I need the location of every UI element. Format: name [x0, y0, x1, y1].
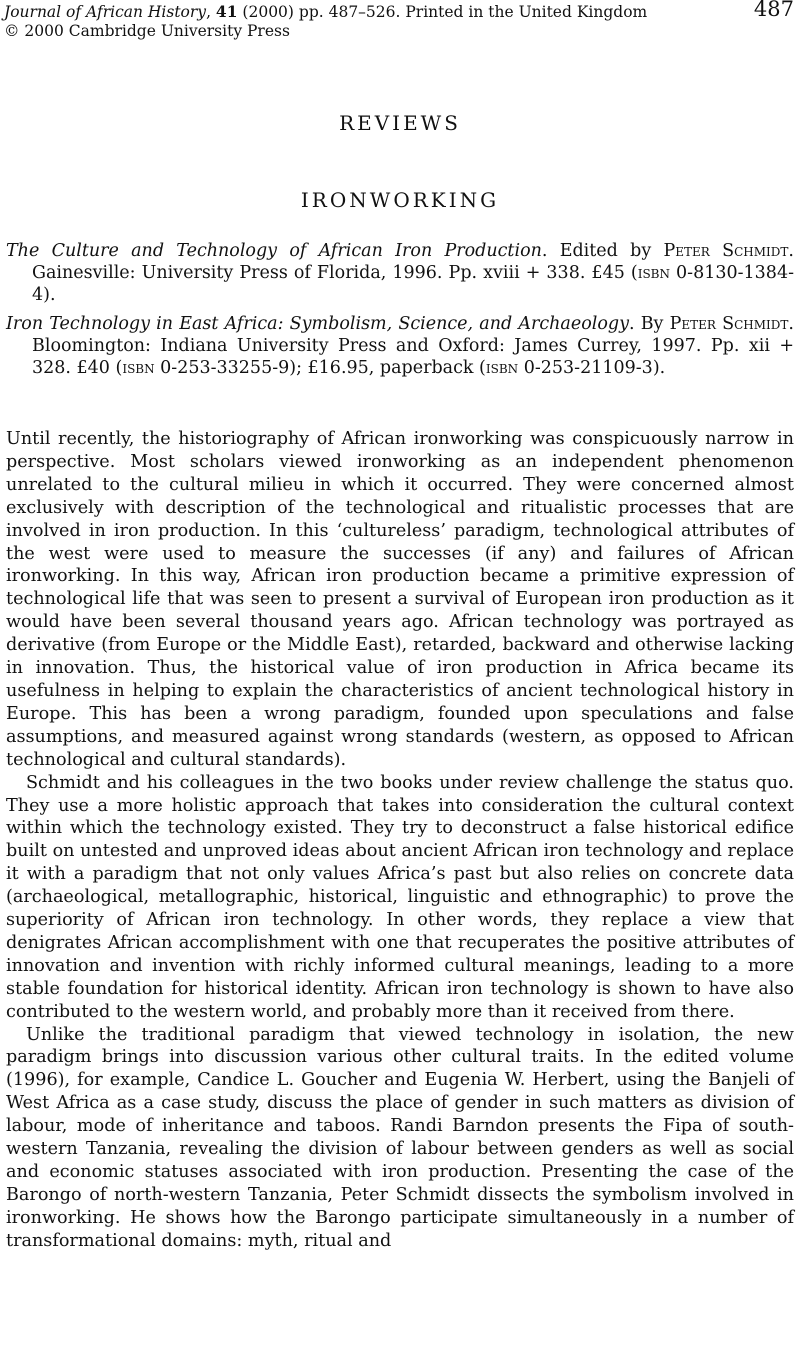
author-first: Peter	[663, 241, 710, 261]
book-citation-1: The Culture and Technology of African Iron Production. Edited by Peter Schmidt. Gainesville: University Press of Florida, 1996. Pp. xviii + 338. £45 (isbn 0-8130-1384-4).	[6, 241, 794, 305]
paragraph: Unlike the traditional paradigm that viewed technology in isolation, the new paradigm brings into discussion various other cultural traits. In the edited volume (1996), for example, Candice L. Goucher and Eugenia W. Herbert, using the Banjeli of West Africa as a case study, discuss the place of gender in such matters as division of labour, mode of inheritance and taboos. Randi Barndon presents the Fipa of south-western Tanzania, revealing the division of labour between genders as well as social and economic statuses associated with iron production. Presenting the case of the Barongo of north-western Tanzania, Peter Schmidt dissects the symbolism involved in ironworking. He shows how the Barongo participate simultaneously in a number of transformational domains: myth, ritual and	[6, 1024, 794, 1251]
book-title: Iron Technology in East Africa: Symbolism, Science, and Archaeology	[6, 314, 629, 334]
citation-details: (2000) pp. 487–526. Printed in the United Kingdom	[237, 3, 648, 21]
book-citation-2: Iron Technology in East Africa: Symbolism, Science, and Archaeology. By Peter Schmidt. Bloomington: Indiana University Press and Oxford: James Currey, 1997. Pp. xii + 328. £40 (isbn 0-253-33255-9); £16.95, paperback (isbn 0-253-21109-3).	[6, 314, 794, 378]
paragraph: Schmidt and his colleagues in the two books under review challenge the status quo. They use a more holistic approach that takes into consideration the cultural context within which the technology existed. They try to deconstruct a false historical edifice built on untested and unproved ideas about ancient African iron technology and replace it with a paradigm that not only values Africa’s past but also relies on concrete data (archaeological, metallographic, historical, linguistic and ethnographic) to prove the superiority of African iron technology. In other words, they replace a view that denigrates African accomplishment with one that recuperates the positive attributes of innovation and invention with richly informed cultural meanings, leading to a more stable foundation for historical identity. African iron technology is shown to have also contributed to the western world, and probably more than it received from there.	[6, 772, 794, 1022]
author-last: Schmidt	[722, 314, 789, 334]
running-head: Journal of African History, 41 (2000) pp. 487–526. Printed in the United Kingdom © 2000 Cambridge University Press 487	[4, 0, 794, 40]
author-first: Peter	[669, 314, 716, 334]
paragraph: Until recently, the historiography of African ironworking was conspicuously narrow in perspective. Most scholars viewed ironworking as an independent phenomenon unrelated to the cultural milieu in which it occurred. They were concerned almost exclusively with description of the technological and ritualistic processes that are involved in iron production. In this ‘cultureless’ paradigm, technological attributes of the west were used to measure the successes (if any) and failures of African ironworking. In this way, African iron production became a primitive expression of technological life that was seen to present a survival of European iron production as it would have been several thousand years ago. African technology was portrayed as derivative (from Europe or the Middle East), retarded, backward and otherwise lacking in innovation. Thus, the historical value of iron production in Africa became its usefulness in helping to explain the characteristics of ancient technological history in Europe. This has been a wrong paradigm, founded upon speculations and false assumptions, and measured against wrong standards (western, as opposed to African technological and cultural standards).	[6, 429, 794, 770]
journal-name: Journal of African History	[4, 3, 207, 21]
book-title: The Culture and Technology of African Iron Production	[6, 241, 542, 261]
review-body	[6, 428, 794, 1253]
volume-number: 41	[215, 2, 238, 21]
page-number: 487	[753, 0, 794, 21]
copyright-line: © 2000 Cambridge University Press	[4, 22, 290, 40]
author-last: Schmidt	[722, 241, 789, 261]
section-heading: IRONWORKING	[300, 188, 500, 212]
reviews-heading: REVIEWS	[339, 111, 461, 135]
